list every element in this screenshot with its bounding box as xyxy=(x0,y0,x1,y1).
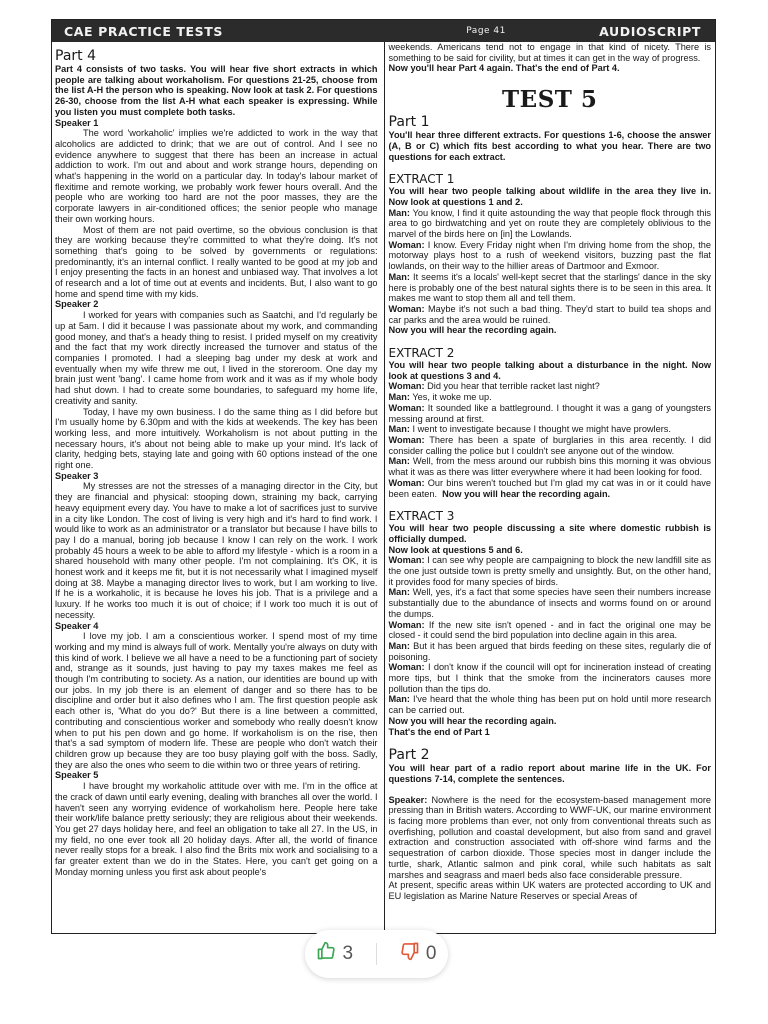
dialogue-line: Woman: Maybe it's not such a bad thing. They'd start to build tea shops and car parks and the area would be ruined. xyxy=(388,303,711,325)
dialogue-line: Man: Well, from the mess around our rubbish bins this morning it was obvious what it was as there was litter everywhere where it had been looking for food. xyxy=(388,456,711,478)
speaker2-label: Speaker 2 xyxy=(55,299,99,310)
dialogue-line: Woman: I know. Every Friday night when I'm driving home from the shop, the motorway plays host to a rush of weekend visitors, buzzing past the flat lowlands, on their way to the hillier areas of Dartmoor and Exmoor. xyxy=(388,239,711,272)
speaker1-text: The word 'workaholic' implies we're addicted to work in the way that alcoholics are addicted to drink; that we are out of control. And I see no evidence anywhere to suggest that there has been an increase in actual addiction to work. I'm out and about and work strange hours, depending on what's happening in the world on a particular day. In today's labour market of flexitime and remote working, we probably work fewer hours overall. And the people who are working too hard are not the poor masses, they are the corporate lawyers in air-conditioned offices; the senior people who manage their own working hours. xyxy=(55,128,378,224)
speaker4-text: I love my job. I am a conscientious worker. I spend most of my time working and my mind is always full of work. Mentally you're always on duty with this kind of work. I believe we all have a need to be a functioning part of society and, strange as it sounds, just having to pay my taxes makes me feel as though I'm contributing to society. As a nation, our identities are bound up with our jobs. In my job there is an element of danger and so there has to be discipline and order but it also defines who I am. The first question people ask each other is, 'What do you do?' But there is a line between a committed, contributing and conscientious worker and somebody who really doesn't know when to put his pen down and go home. If workaholism is on the rise, then that's a sad symptom of modern life. These are people who don't watch their children grow up because they are too busy playing golf with the boss. Sadly, they are also the ones who seem to die within two or three years of retiring. xyxy=(55,631,378,770)
page-header xyxy=(52,20,715,42)
dialogue-line: Man: You know, I find it quite astounding the way that people flock through this area to go birdwatching and yet on route they are completely oblivious to the marvel of the birds here on [in] the Lowlands. xyxy=(388,207,711,240)
extract2-title: EXTRACT 2 xyxy=(388,346,455,361)
columns xyxy=(52,42,715,933)
speaker2-text: I worked for years with companies such as Saatchi, and I'd regularly be up at 5am. I did it because I was passionate about my work, and commanding good money, and that's a heady thing to resist. I prided myself on my creativity and the fact that my work directly increased the turnover and status of the companies I promoted. I had a sleeping bag under my desk at work and eventually when my wife threw me out, I lived in the storeroom. One day my brain just went 'bang'. I came home from work and it was as if my whole body had shut down. I had to create some boundaries, to safeguard my home life, creativity and sanity. xyxy=(55,310,378,406)
speaker3-text: My stresses are not the stresses of a managing director in the City, but they are financial and physical: stooping down, straining my back, carrying heavy equipment every day. You have to make a lot of sacrifices just to survive in a city like London. The cost of living is very high and it's hard to find work. I would like to work as an administrator or a translator but because I have bills to pay I do a manual, boring job because I know I can rely on the work. I work probably 45 hours a week to be able to afford my lifestyle - which is a room in a shared household with many other people. I'm not complaining. It's OK, it is honest work and it keeps me fit, but it is not necessarily what I imagined myself doing at 38. Maybe a managing director lives to work, but I am working to live. If he is a workaholic, it is because he loves his job. That is a privilege and a luxury. If he works too much it is out of choice; if I work too much it is out of necessity. xyxy=(55,481,378,620)
left-column xyxy=(52,42,385,933)
vote-divider xyxy=(376,943,377,965)
thumbs-down-icon xyxy=(400,941,420,967)
extract1-title: EXTRACT 1 xyxy=(388,172,455,187)
extract3-end: Now you will hear the recording again. xyxy=(388,715,557,726)
test-title: TEST 5 xyxy=(502,86,598,114)
document-page xyxy=(51,19,716,934)
part2-text-2: At present, specific areas within UK waters are protected according to UK and EU legislation as Marine Nature Reserves or special Areas of xyxy=(388,880,711,901)
dialogue-line: Woman: Our bins weren't touched but I'm glad my cat was in or it could have been eaten. Now you will hear the recording again. xyxy=(388,477,711,499)
part1-title: Part 1 xyxy=(388,114,430,131)
upvote-count: 3 xyxy=(342,943,354,964)
header-section: AUDIOSCRIPT xyxy=(599,23,701,39)
speaker1-text-2: Most of them are not paid overtime, so the obvious conclusion is that they are working because they're committed to what they're doing. It's not something that's going to be solved by governments or regulations: predominantly, it's an internal conflict. I really wanted to be good at my job and I enjoy presenting the facts in an honest and unbiased way. That involves a lot of research and a lot of time out at events and incidents. But, I also want to go home and spend time with my kids. xyxy=(55,224,378,299)
extract1-end: Now you will hear the recording again. xyxy=(388,325,557,336)
extract2-end: Now you will hear the recording again. xyxy=(442,488,611,499)
dialogue-line: Woman: If the new site isn't opened - and in fact the original one may be closed - it could send the bird population into decline again in this area. xyxy=(388,619,711,641)
speaker3-label: Speaker 3 xyxy=(55,470,99,481)
dialogue-line: Man: Yes, it woke me up. xyxy=(388,392,492,403)
speaker4-label: Speaker 4 xyxy=(55,620,99,631)
thumbs-up-icon xyxy=(316,941,336,967)
dialogue-line: Man: It seems it's a locals' well-kept secret that the starlings' dance in the sky here is probably one of the best natural sights there is to be seen in this area. It makes me want to stop them all and tell them. xyxy=(388,271,711,304)
page-number: Page 41 xyxy=(466,26,506,36)
speaker1-label: Speaker 1 xyxy=(55,117,99,128)
part4-end: Now you'll hear Part 4 again. That's the end of Part 4. xyxy=(388,63,620,74)
dialogue-line: Man: I went to investigate because I thought we might have prowlers. xyxy=(388,424,671,435)
extract3-title: EXTRACT 3 xyxy=(388,509,455,524)
dialogue-line: Woman: I don't know if the council will opt for incineration instead of creating more tips, but I think that the smoke from the incinerators causes more pollution than the tips do. xyxy=(388,662,711,694)
dialogue-line: Woman: It sounded like a battleground. I thought it was a gang of youngsters messing around at first. xyxy=(388,402,711,424)
part1-end: That's the end of Part 1 xyxy=(388,726,490,737)
part2-title: Part 2 xyxy=(388,747,430,764)
part1-instructions: You'll hear three different extracts. For questions 1-6, choose the answer (A, B or C) which fits best according to what you hear. There are two questions for each extract. xyxy=(388,130,711,162)
dialogue-line: Man: Well, yes, it's a fact that some species have seen their numbers increase substantially due to the abundance of insects and worms found on or around the dumps. xyxy=(388,587,711,619)
dialogue-line: Woman: Did you hear that terrible racket last night? xyxy=(388,381,600,392)
dialogue-line: Man: But it has been argued that birds feeding on these sites, regularly die of poisoning. xyxy=(388,640,711,662)
dialogue-line: Man: I've heard that the whole thing has been put on hold until more research can be carried out. xyxy=(388,694,711,716)
header-title: CAE PRACTICE TESTS xyxy=(64,23,224,39)
extract3-instructions-2: Now look at questions 5 and 6. xyxy=(388,544,523,555)
speaker5-text: I have brought my workaholic attitude over with me. I'm in the office at the crack of dawn until early evening, dealing with branches all over the world. I haven't seen any worrying evidence of workaholism here. People here take their work/life balance pretty seriously; they are religious about their weekends. You get 27 days holiday here, and feel an obligation to take all 27. In the US, in my field, no one ever took all 20 holiday days. After all, the world of finance never really stops for a break. I also find the Brits mix work and socialising to a far greater extent than we do in the States. Here, you can't get going on a Monday morning unless you first ask about people's xyxy=(55,781,378,877)
part4-instructions: Part 4 consists of two tasks. You will hear five short extracts in which people are talking about workaholism. For questions 21-25, choose from the list A-H the person who is speaking. Now look at task 2. For questions 26-30, choose from the list A-H what each speaker is expressing. While you listen you must complete both tasks. xyxy=(55,64,378,117)
downvote-count: 0 xyxy=(425,943,437,964)
extract3-instructions: You will hear two people discussing a site where domestic rubbish is officially dumped. xyxy=(388,523,711,544)
downvote-button[interactable] xyxy=(400,941,437,967)
part4-title: Part 4 xyxy=(55,48,96,64)
extract2-instructions: You will hear two people talking about a disturbance in the night. Now look at questions 3 and 4. xyxy=(388,360,711,381)
part2-instructions: You will hear part of a radio report about marine life in the UK. For questions 7-14, complete the sentences. xyxy=(388,763,711,784)
extract1-instructions: You will hear two people talking about wildlife in the area they live in. Now look at questions 1 and 2. xyxy=(388,186,711,207)
part2-text: Speaker: Nowhere is the need for the ecosystem-based management more pressing than in British waters. According to WWF-UK, our marine environment is facing more problems than ever, not only from conventional threats such as overfishing, pollution and coastal development, but also from sand and gravel extraction and construction associated with off-shore wind farms and the sequestration of carbon dioxide. Those species most in danger include the turtle, shark, Atlantic salmon and pink coral, while such habitats as salt marshes and seagrass and maerl beds also face considerable pressure. xyxy=(388,794,711,880)
vote-bar xyxy=(305,930,448,978)
continued-text: weekends. Americans tend not to engage in that kind of nicety. There is something to be said for civility, but at times it can get in the way of progress. xyxy=(388,42,711,63)
speaker2-text-2: Today, I have my own business. I do the same thing as I did before but I'm usually home by 6.30pm and with the kids at weekends. The key has been working less, and more intuitively. Workaholism is not about putting in the necessary hours, it's about not being able to make up your mind. It's lack of clarity, hedging bets, staying late and going with 60 options instead of the one right one. xyxy=(55,406,378,471)
dialogue-line: Woman: I can see why people are campaigning to block the new landfill site as the one just outside town is pretty smelly and unsightly. But, on the other hand, it provides food for many species of birds. xyxy=(388,555,711,587)
speaker5-label: Speaker 5 xyxy=(55,770,99,781)
upvote-button[interactable] xyxy=(316,941,353,967)
dialogue-line: Woman: There has been a spate of burglaries in this area recently. I did consider calling the police but I couldn't see anyone out of the window. xyxy=(388,434,711,456)
right-column xyxy=(385,42,716,933)
